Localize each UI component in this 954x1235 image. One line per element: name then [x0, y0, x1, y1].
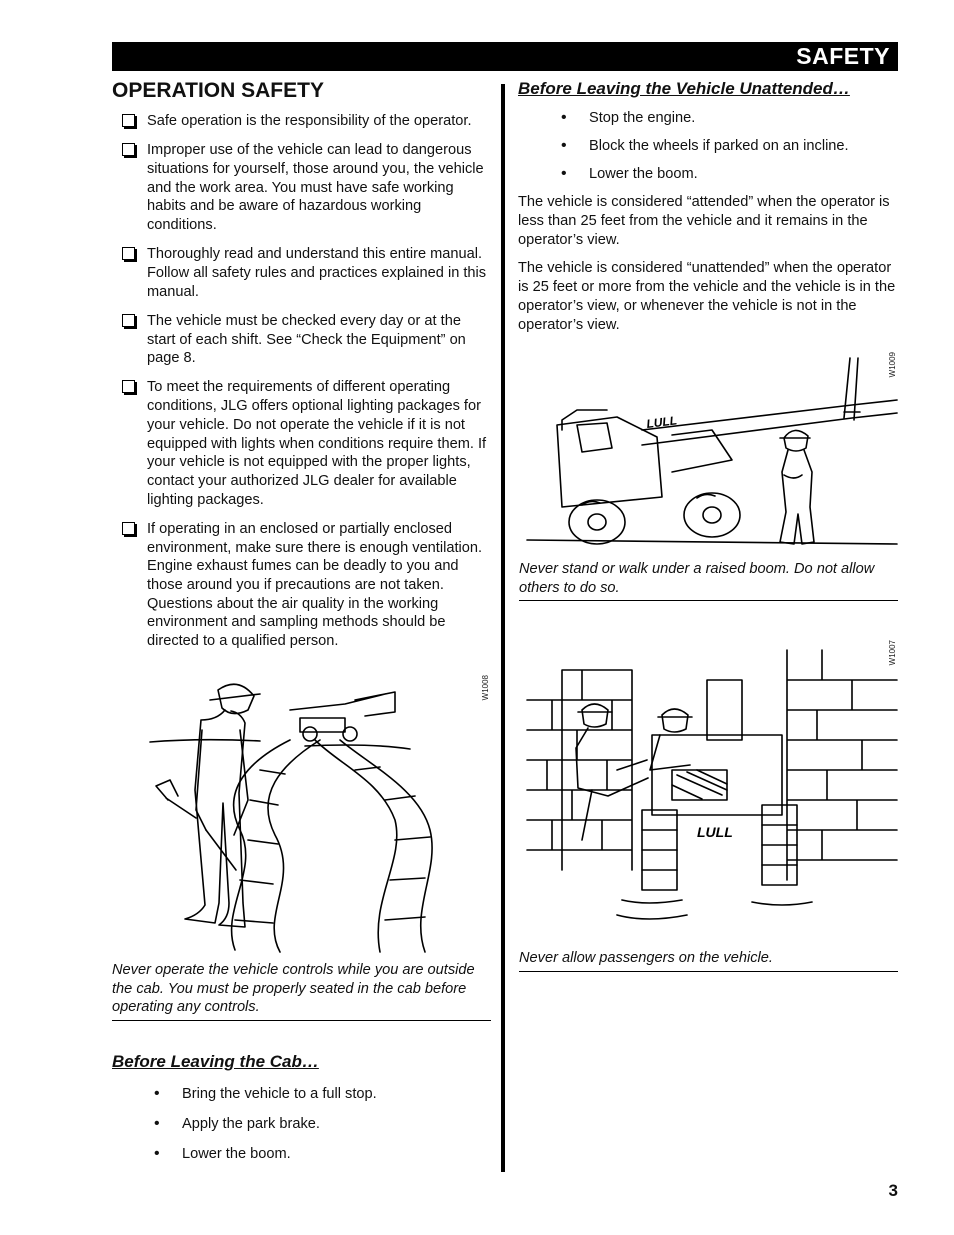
right-figure1-caption-block — [519, 560, 898, 601]
checkbox-icon — [122, 522, 135, 535]
operator-outside-cab-illustration — [140, 670, 490, 955]
bullet-icon: • — [154, 1145, 160, 1162]
figure-code-w1008: W1008 — [481, 675, 490, 701]
checkbox-icon — [122, 114, 135, 127]
before-leaving-vehicle-heading: Before Leaving the Vehicle Unattended… — [518, 79, 850, 98]
checklist-item: If operating in an enclosed or partially enclosed environment, make sure there is enough ventilation. Engine exhaust fumes can be deadly to you and those around you if precautions are not taken. Questions about the air quality in the working environment and sampling methods should be directed to a qualified person. — [112, 520, 492, 651]
page-number: 3 — [888, 1181, 898, 1200]
vehicle-brand-label: LULL — [645, 413, 678, 431]
attended-definition: The vehicle is considered “attended” when the operator is less than 25 feet from the vehicle and it remains in the operator’s view. — [518, 194, 890, 248]
vehicle-brand-label: LULL — [697, 824, 733, 840]
checkbox-icon — [122, 314, 135, 327]
operation-safety-heading: OPERATION SAFETY — [112, 79, 324, 102]
safety-checklist — [112, 112, 492, 651]
right-figure2-caption-block — [519, 949, 898, 972]
left-figure-caption: Never operate the vehicle controls while you are outside the cab. You must be properly seated in the cab before operating any controls. — [112, 961, 491, 1021]
checklist-item: The vehicle must be checked every day or at the start of each shift. See “Check the Equipment” on page 8. — [112, 312, 492, 368]
right-figure2-caption: Never allow passengers on the vehicle. — [519, 949, 898, 972]
passengers-illustration — [522, 640, 898, 925]
right-column — [518, 78, 898, 335]
list-item: • Lower the boom. — [561, 165, 698, 182]
bullet-icon: • — [154, 1115, 160, 1132]
checkbox-icon — [122, 380, 135, 393]
raised-boom-illustration — [522, 350, 898, 550]
bullet-icon: • — [154, 1085, 160, 1102]
left-figure-caption-block — [112, 961, 491, 1021]
right-figure1-caption: Never stand or walk under a raised boom. Do not allow others to do so. — [519, 560, 898, 601]
figure-code-w1007: W1007 — [888, 640, 897, 666]
bullet-icon: • — [561, 109, 567, 126]
bullet-icon: • — [561, 165, 567, 182]
unattended-steps-list — [518, 109, 898, 183]
checkbox-icon — [122, 143, 135, 156]
checklist-item: Improper use of the vehicle can lead to dangerous situations for yourself, those around you, the vehicle and the work area. You must have safe working habits and be aware of hazardous working conditions. — [112, 141, 492, 235]
bullet-icon: • — [561, 137, 567, 154]
checklist-item: To meet the requirements of different operating conditions, JLG offers optional lighting packages for your vehicle. Do not operate the vehicle if it is not equipped with lights when conditions require them. If your vehicle is not equipped with the proper lights, contact your authorized JLG dealer for available lighting packages. — [112, 378, 492, 509]
list-item: • Apply the park brake. — [154, 1115, 320, 1132]
list-item: • Stop the engine. — [561, 109, 696, 126]
section-title: SAFETY — [796, 43, 890, 69]
before-leaving-cab-heading: Before Leaving the Cab… — [112, 1052, 319, 1071]
left-column — [112, 78, 492, 661]
checkbox-icon — [122, 247, 135, 260]
list-item: • Block the wheels if parked on an incline. — [561, 137, 849, 154]
checklist-item: Safe operation is the responsibility of the operator. — [112, 112, 492, 131]
list-item: • Bring the vehicle to a full stop. — [154, 1085, 377, 1102]
checklist-item: Thoroughly read and understand this entire manual. Follow all safety rules and practices explained in this manual. — [112, 245, 492, 301]
list-item: • Lower the boom. — [154, 1145, 291, 1162]
section-banner — [112, 42, 898, 71]
figure-code-w1009: W1009 — [888, 352, 897, 378]
column-divider — [501, 84, 505, 1172]
cab-steps-list — [112, 1085, 491, 1163]
before-leaving-cab-section — [112, 1051, 491, 1175]
unattended-definition: The vehicle is considered “unattended” when the operator is 25 feet or more from the vehicle and the vehicle is in the operator’s view, or whenever the vehicle is not in the operator’s view. — [518, 260, 896, 333]
